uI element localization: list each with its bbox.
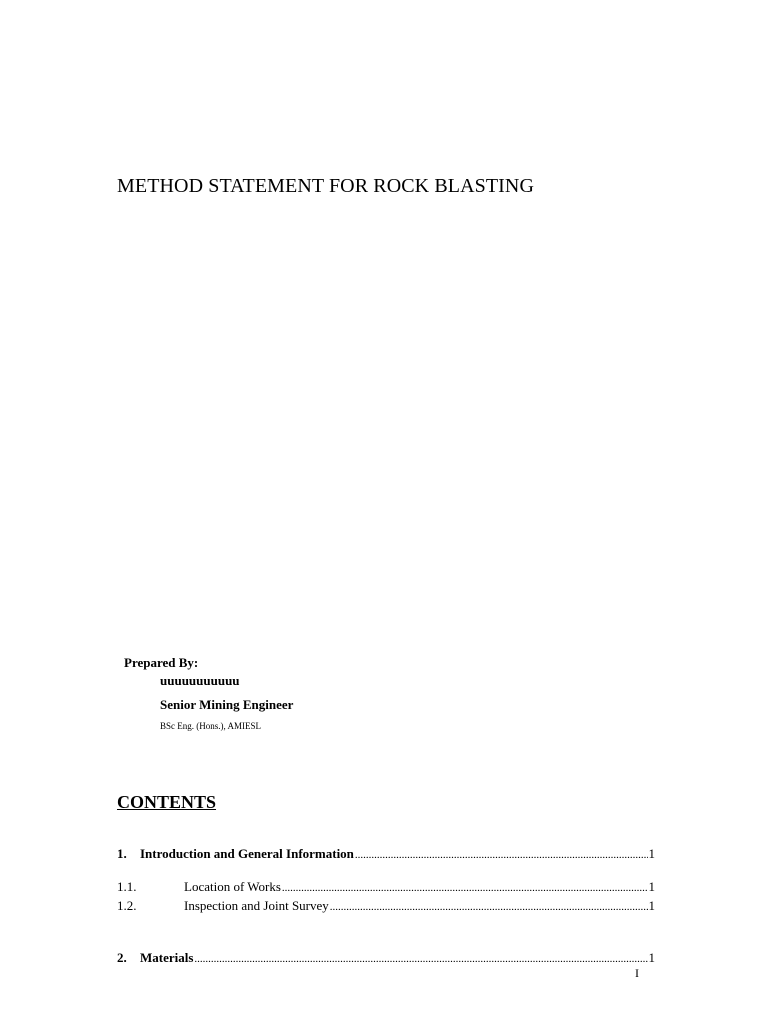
toc-entry-page: 1 bbox=[648, 846, 655, 861]
page-number: I bbox=[635, 966, 639, 980]
toc-dot-leader bbox=[282, 882, 648, 894]
author-name: uuuuuuuuuuu bbox=[160, 673, 240, 688]
toc-entry-label: Introduction and General Information bbox=[140, 846, 354, 861]
toc-entry-page: 1 bbox=[648, 950, 655, 965]
toc-entry-page: 1 bbox=[648, 898, 655, 913]
toc-entry[interactable] bbox=[117, 879, 655, 895]
toc-entry-page: 1 bbox=[648, 879, 655, 894]
author-qualifications: BSc Eng. (Hons.), AMIESL bbox=[160, 721, 261, 731]
toc-entry-number: 1.1. bbox=[117, 879, 137, 894]
toc-entry[interactable] bbox=[117, 846, 655, 862]
contents-heading: CONTENTS bbox=[117, 792, 217, 812]
document-title: METHOD STATEMENT FOR ROCK BLASTING bbox=[117, 175, 535, 197]
toc-entry-number: 1. bbox=[117, 846, 127, 861]
author-role: Senior Mining Engineer bbox=[160, 697, 294, 712]
toc-entry[interactable] bbox=[117, 950, 655, 966]
toc-entry-number: 1.2. bbox=[117, 898, 137, 913]
toc-entry-label: Location of Works bbox=[184, 879, 281, 894]
toc-dot-leader bbox=[330, 901, 648, 913]
toc-entry-number: 2. bbox=[117, 950, 127, 965]
toc-entry[interactable] bbox=[117, 898, 655, 914]
toc-dot-leader bbox=[194, 953, 647, 965]
toc-entry-label: Materials bbox=[140, 950, 194, 965]
toc-entry-label: Inspection and Joint Survey bbox=[184, 898, 329, 913]
prepared-by-label: Prepared By: bbox=[124, 655, 199, 670]
toc-dot-leader bbox=[355, 849, 648, 861]
